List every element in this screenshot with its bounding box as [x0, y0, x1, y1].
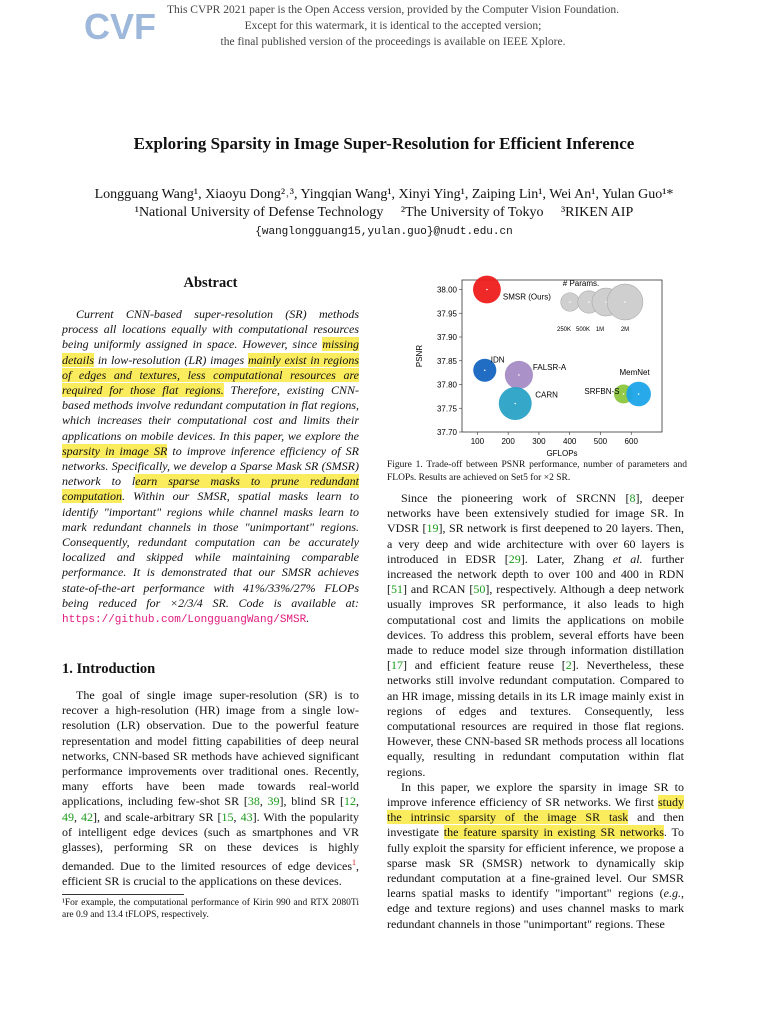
highlight-sparsity: sparsity in image SR: [62, 443, 168, 458]
data-point-center: [514, 403, 516, 405]
x-tick-label: 200: [501, 437, 515, 446]
paper-title: Exploring Sparsity in Image Super-Resolution for Efficient Inference: [133, 134, 635, 153]
size-legend-center: [624, 301, 626, 303]
figure-1-bubble-chart: [410, 274, 670, 459]
size-legend-label: 250K: [556, 327, 572, 333]
abstract-text-3: Therefore, existing CNN-based methods involve redundant computation in flat regions, which increases their computational cost and limits their applications on mobile devices. In this paper, we explore the: [62, 383, 359, 443]
y-tick-label: 37.75: [436, 404, 457, 414]
abstract-text-5: . Within our SMSR, spatial masks learn to identify "important" regions while channel masks learn to mark redundant channels in those "unimportant" regions. Consequently, redundant computation can be accurately localized and skipped while maintaining comparable performance. It is demonstrated that our SMSR achieves state-of-the-art performance with 41%/33%/27% FLOPs being reduced for ×2/3/4 SR. Code is available at:: [62, 489, 359, 610]
abstract-end: .: [306, 611, 310, 626]
abstract-body: [62, 307, 359, 628]
size-legend-label: 500K: [575, 327, 591, 333]
citation[interactable]: 51: [391, 582, 403, 597]
data-point-label: MemNet: [619, 368, 650, 377]
citation[interactable]: 15: [221, 809, 234, 824]
body-text: , edge and texture regions) and uses channel masks to mark redundant channels in those "unimportant" regions. These: [387, 886, 684, 931]
highlight-intrinsic-sparsity: study the intrinsic sparsity of the image SR task: [387, 795, 684, 825]
data-point-center: [518, 374, 520, 376]
size-legend-label: 2M: [620, 327, 630, 333]
intro-text-1: The goal of single image super-resolution (SR) is to recover a high-resolution (HR) image from a single low-resolution (LR) observation. Due to the powerful feature representation and model fitting capabilities of deep neural networks, CNN-based SR methods have achieved significant performance improvements over traditional ones. Recently, many efforts have been made towards real-world applications, including few-shot SR [: [62, 688, 359, 809]
citation[interactable]: 17: [391, 658, 403, 673]
size-legend-center: [588, 301, 590, 303]
citation[interactable]: 39: [267, 794, 280, 809]
body-text: ] and efficient feature reuse [: [403, 658, 566, 673]
data-point-label: SMSR (Ours): [502, 292, 551, 302]
x-tick-label: 300: [532, 437, 546, 446]
x-tick-label: 100: [470, 437, 485, 446]
citation[interactable]: 12: [344, 794, 356, 809]
affiliations: [40, 204, 728, 222]
citation[interactable]: 29: [508, 551, 521, 566]
cvf-logo-text: CVF: [84, 6, 156, 47]
y-tick-label: 37.90: [436, 333, 457, 342]
y-tick-label: 38.00: [436, 285, 457, 295]
data-point-center: [484, 369, 486, 371]
body-text: ], respectively. Although a deep network usually improves SR performance, it also leads to high computational cost and limits the applications on mobile devices. To address this problem, several efforts have been made to reduce model size through information distillation [: [387, 582, 684, 673]
highlight-feature-sparsity: the feature sparsity in existing SR networks: [443, 825, 664, 840]
intro-text-5: , efficient SR is crucial to the applications on these devices.: [62, 859, 359, 889]
intro-text-2: ], blind SR [: [279, 794, 344, 809]
highlight-regions: mainly exist in regions of edges and textures, less computational resources are required for those flat regions.: [62, 352, 359, 398]
x-tick-label: 600: [624, 437, 638, 446]
introduction-heading: 1. Introduction: [62, 661, 156, 677]
citation[interactable]: 8: [629, 491, 636, 505]
body-text: ] and RCAN [: [403, 582, 474, 597]
introduction-body: The goal of single image super-resolution (SR) is to recover a high-resolution (HR) image from a single low-resolution (LR) observation. Due to the powerful feature representation and model fitting capabilities of deep neural networks, CNN-based SR methods have achieved significant performance improvements over traditional ones. Recently, many efforts have been made towards real-world applications, including few-shot SR [38, 39], blind SR [12, 49, 42], and scale-arbitrary SR [15, 43]. With the popularity of intelligent edge devices (such as smartphones and VR glasses), performing SR on these devices is highly demanded. Due to the limited resources of edge devices$^1$, efficient SR is crucial to the applications on these devices.: [62, 688, 359, 889]
body-text: ]. Nevertheless, these networks still involve redundant computation. Compared to an HR image, missing details in its LR image mainly exist in regions of edges and textures. Consequently, less computational resources are required in those flat regions. However, these CNN-based SR methods process all locations equally, resulting in redundant computation within flat regions.: [387, 658, 684, 779]
code-link[interactable]: https://github.com/LongguangWang/SMSR: [62, 614, 307, 627]
citation[interactable]: 2: [565, 658, 572, 673]
body-text: e.g.: [663, 886, 681, 901]
body-text: and then investigate: [387, 810, 684, 840]
watermark-line-3: the final published version of the proceedings is available on IEEE Xplore.: [220, 36, 566, 48]
body-text: ]. Later, Zhang: [520, 551, 613, 566]
affiliation-1: ¹National University of Defense Technology: [134, 205, 384, 220]
size-legend-label: 1M: [595, 327, 605, 333]
y-tick-label: 37.70: [436, 428, 457, 437]
citation[interactable]: 38: [247, 794, 260, 809]
x-tick-label: 400: [563, 437, 577, 446]
body-text: ], deeper networks have been extensively studied for image SR. In VDSR [: [387, 491, 684, 536]
highlight-sparse-masks: earn sparse masks to prune redundant computation: [62, 474, 359, 504]
body-text: further increased the network depth to over 100 and 400 in RDN [: [387, 551, 684, 597]
x-axis-label: GFLOPs: [546, 449, 578, 458]
watermark-line-2: Except for this watermark, it is identical to the accepted version;: [244, 20, 542, 32]
x-tick-label: 500: [593, 437, 608, 446]
affiliation-3: ³RIKEN AIP: [560, 205, 634, 220]
intro-text-4: ]. With the popularity of intelligent edge devices (such as smartphones and VR glasses), performing SR on these devices is highly demanded. Due to the limited resources of edge devices: [62, 809, 359, 874]
citation[interactable]: 50: [473, 582, 486, 597]
data-point-label: IDN: [490, 355, 505, 365]
intro-text-3: ], and scale-arbitrary SR [: [93, 809, 222, 824]
data-point-center: [486, 289, 488, 291]
size-legend-title: # Params.: [562, 279, 600, 288]
data-point-label: SRFBN-S: [584, 387, 620, 396]
citation[interactable]: 19: [426, 521, 439, 536]
size-legend-center: [605, 301, 607, 303]
y-axis-label: PSNR: [415, 344, 424, 368]
y-tick-label: 37.95: [436, 309, 457, 319]
data-point-label: CARN: [535, 390, 558, 400]
affiliation-2: ²The University of Tokyo: [400, 205, 544, 220]
body-text: . To fully exploit the sparsity for efficient inference, we propose a sparse mask SR (SMSR) network to dynamically skip redundant computation at a fine-grained level. Our SMSR learns spatial masks to identify "important" regions (: [387, 825, 685, 901]
data-point-label: FALSR-A: [532, 363, 567, 372]
data-point-center: [638, 393, 640, 395]
body-text: In this paper, we explore the sparsity in image SR to improve inference efficiency of SR networks. We first: [387, 779, 684, 810]
abstract-text-1: Current CNN-based super-resolution (SR) methods process all locations equally with computational resources being uniformly assigned in space. However, since: [62, 307, 359, 352]
y-tick-label: 37.80: [436, 380, 457, 390]
data-point-center: [623, 393, 625, 395]
citation[interactable]: 42: [81, 809, 94, 824]
footnote-mark[interactable]: 1: [352, 858, 356, 868]
abstract-heading: Abstract: [183, 275, 238, 291]
figure-1-caption: Figure 1. Trade-off between PSNR performance, number of parameters and FLOPs. Results are achieved on Set5 for ×2 SR.: [387, 460, 687, 483]
citation[interactable]: 49: [62, 809, 74, 824]
author-list: Longguang Wang¹, Xiaoyu Dong²˒³, Yingqian Wang¹, Xinyi Ying¹, Zaiping Lin¹, Wei An¹, Yulan Guo¹*: [94, 187, 674, 202]
y-tick-label: 37.85: [436, 356, 457, 366]
author-email: {wanglongguang15,yulan.guo}@nudt.edu.cn: [255, 226, 513, 238]
abstract-text-2: in low-resolution (LR) images: [94, 352, 248, 367]
footnote: ¹For example, the computational performance of Kirin 990 and RTX 2080Ti are 0.9 and 13.4 tFLOPS, respectively.: [62, 898, 359, 920]
body-text: ], SR network is first deepened to 20 layers. Then, a very deep and wide architecture with over 60 layers is introduced in EDSR [: [387, 521, 684, 566]
author-block: [40, 186, 728, 222]
footnote-rule: [62, 894, 184, 895]
cvf-logo: [84, 5, 156, 47]
highlight-missing-details: missing details: [62, 337, 359, 367]
right-column-body: [387, 491, 684, 932]
size-legend-center: [569, 301, 571, 303]
body-text: Since the pioneering work of SRCNN [: [401, 491, 630, 505]
citation[interactable]: 43: [240, 809, 253, 824]
body-text: et al.: [612, 551, 643, 566]
abstract-text-4: to improve inference efficiency of SR networks. Specifically, we develop a Sparse Mask SR (SMSR) network to l: [62, 443, 359, 489]
watermark-line-1: This CVPR 2021 paper is the Open Access version, provided by the Computer Vision Foundation.: [166, 4, 620, 16]
open-access-watermark: [160, 2, 626, 50]
